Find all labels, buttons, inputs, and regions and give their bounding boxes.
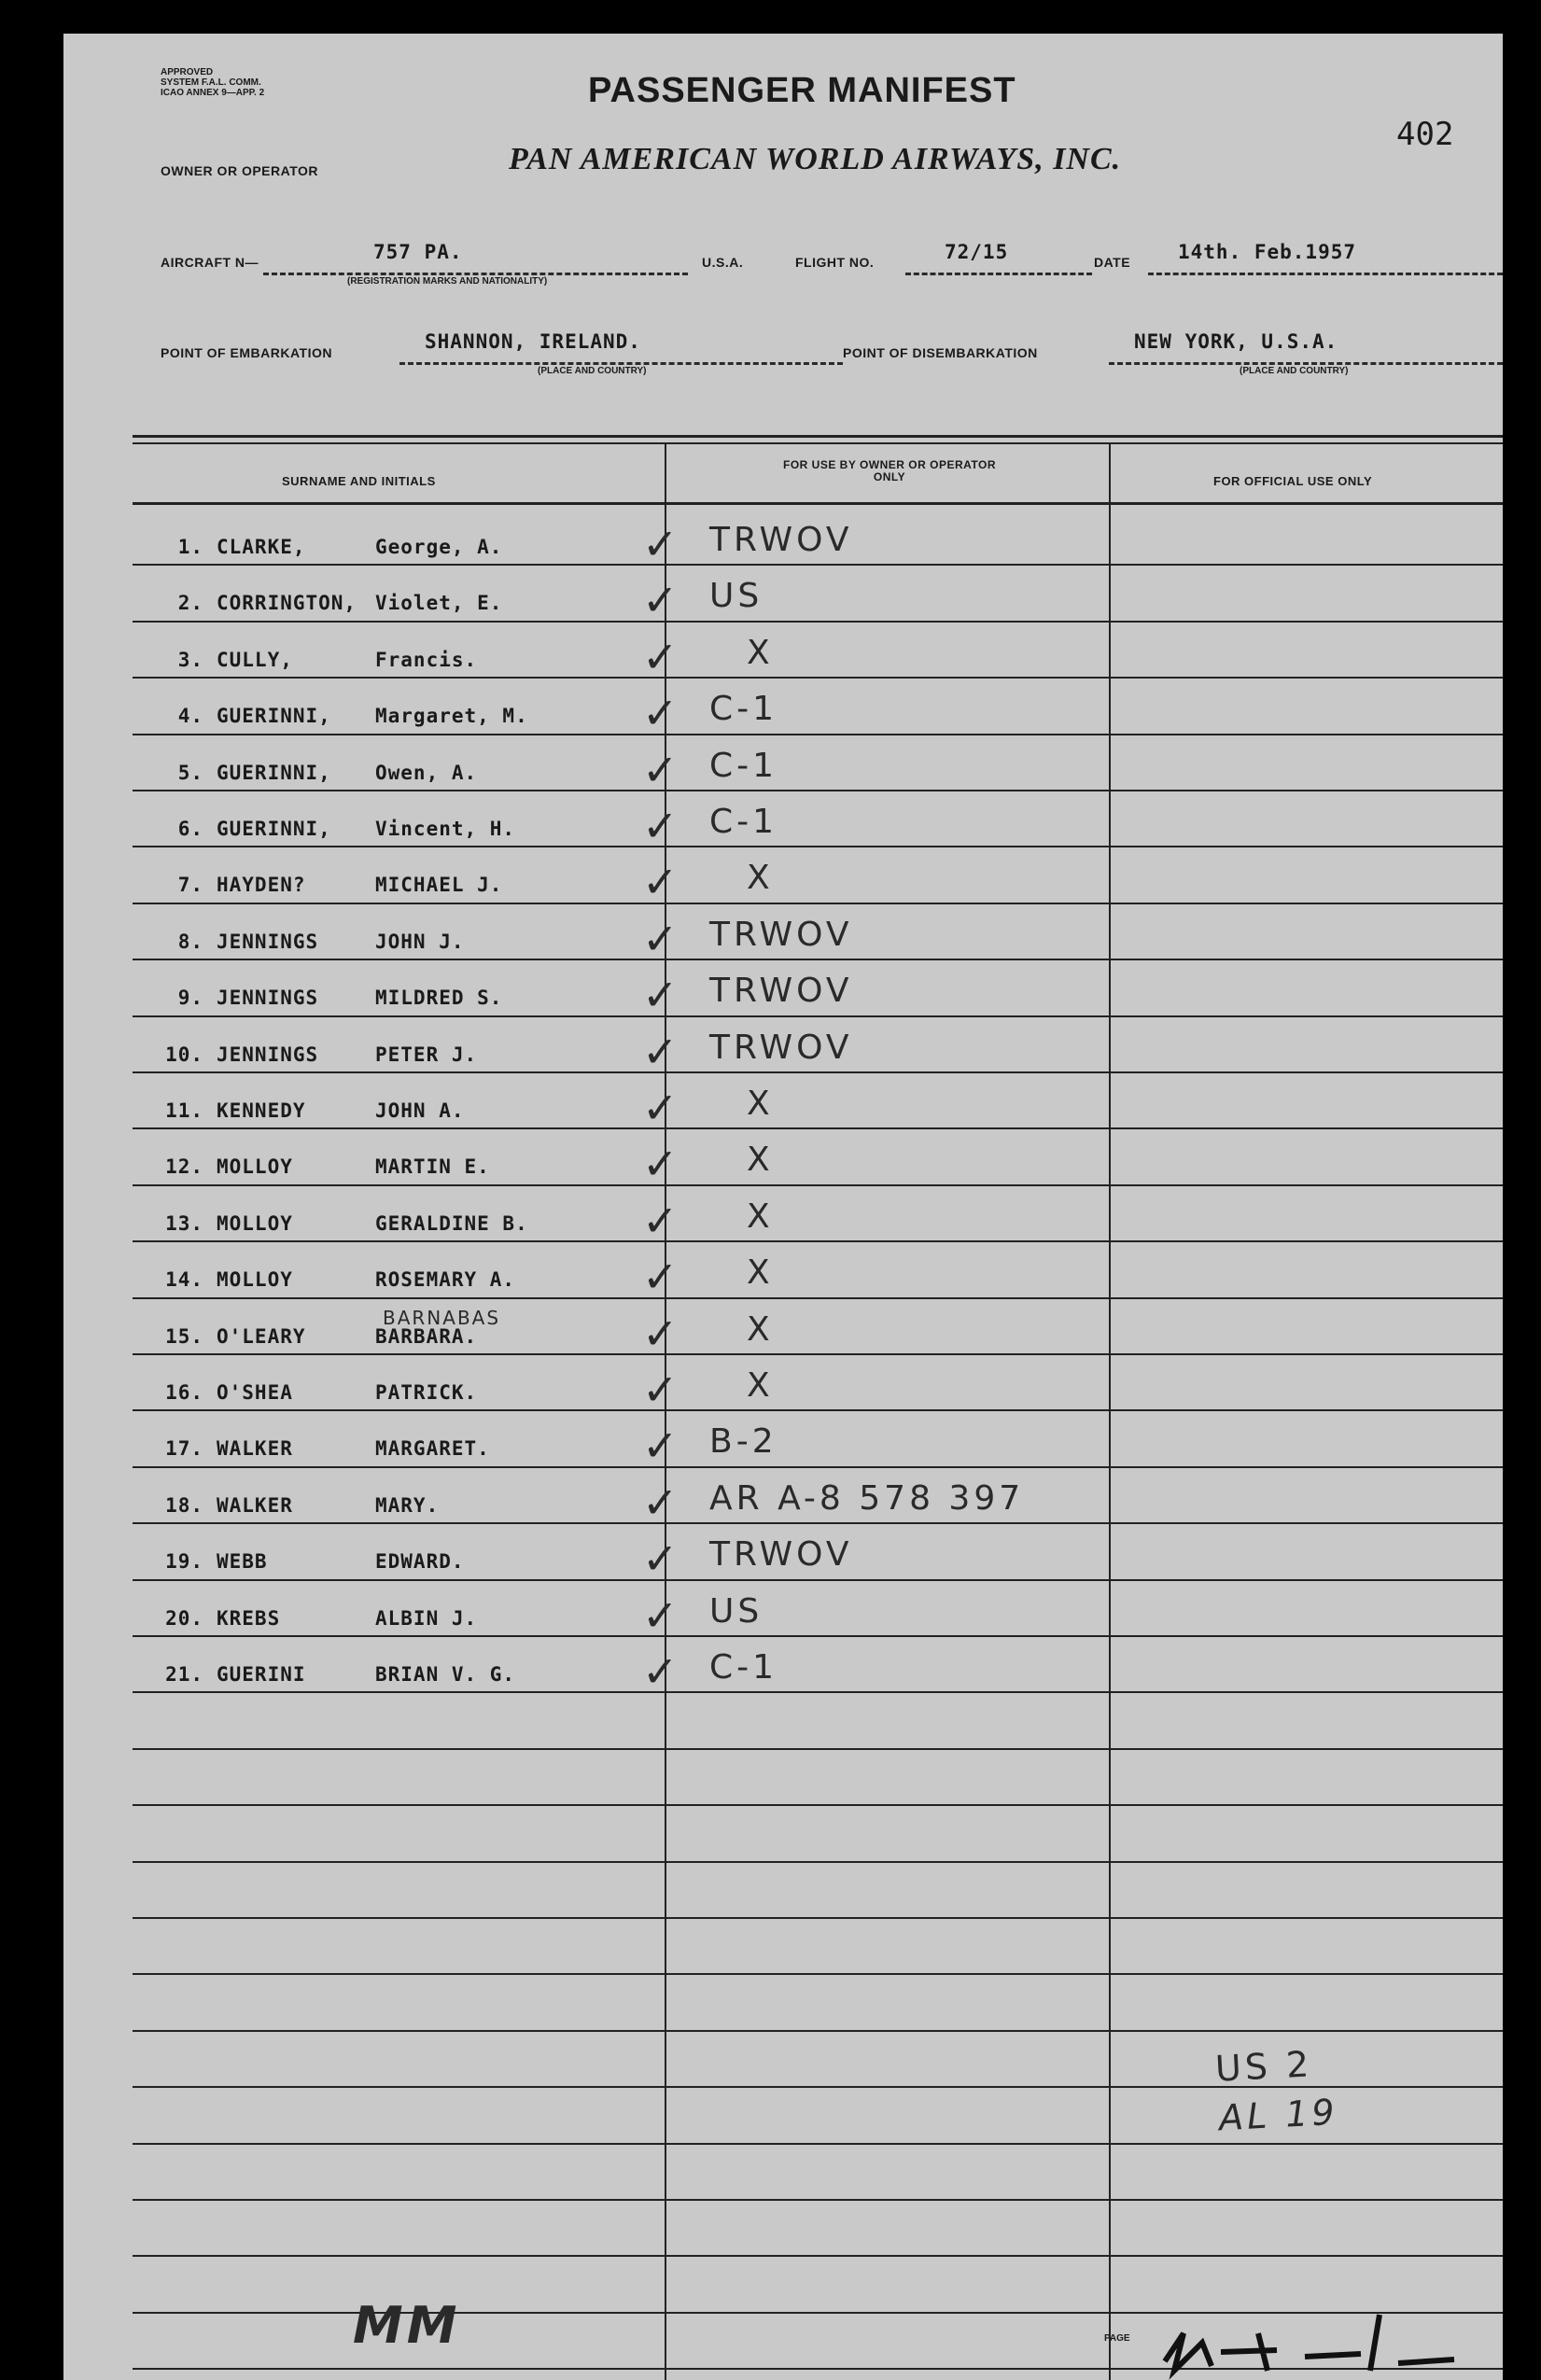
check-mark: ✓ (642, 632, 682, 682)
table-row-rule (133, 1240, 1503, 1242)
passenger-given-names: Francis. (375, 649, 478, 671)
passenger-surname: JENNINGS (217, 987, 319, 1009)
page-number: 402 (1396, 116, 1454, 153)
passenger-surname: CULLY, (217, 649, 293, 671)
passenger-given-names: Vincent, H. (375, 818, 516, 840)
table-header-rule (133, 502, 1503, 505)
passenger-given-names: George, A. (375, 536, 503, 558)
disembarkation-underline (1109, 362, 1503, 365)
owner-mark: X (747, 634, 774, 672)
disembarkation-sublabel: (PLACE AND COUNTRY) (1240, 366, 1349, 376)
check-mark: ✓ (642, 1196, 682, 1246)
row-number: 2. (177, 592, 203, 614)
table-row-rule (133, 1466, 1503, 1468)
table-row-rule (133, 1015, 1503, 1017)
check-mark: ✓ (642, 1083, 682, 1133)
column-header-surname: SURNAME AND INITIALS (282, 474, 436, 488)
owner-mark: TRWOV (709, 916, 853, 954)
table-row-rule (133, 1353, 1503, 1355)
owner-mark: TRWOV (709, 972, 853, 1010)
disembarkation-value: NEW YORK, U.S.A. (1134, 330, 1338, 353)
passenger-surname: WALKER (217, 1437, 293, 1460)
row-number: 8. (177, 931, 203, 953)
owner-mark: X (747, 1197, 774, 1236)
table-row-rule (133, 1522, 1503, 1524)
embarkation-label: POINT OF EMBARKATION (161, 345, 332, 360)
row-number: 1. (177, 536, 203, 558)
table-row-rule (133, 903, 1503, 904)
check-mark: ✓ (642, 575, 682, 625)
owner-mark: C-1 (709, 747, 778, 785)
passenger-surname: CORRINGTON, (217, 592, 357, 614)
passenger-given-names: PATRICK. (375, 1381, 478, 1404)
passenger-surname: HAYDEN? (217, 874, 306, 896)
owner-mark: US (709, 1592, 763, 1631)
owner-mark: X (747, 1085, 774, 1123)
table-row-rule (133, 959, 1503, 960)
owner-mark: B-2 (709, 1422, 778, 1461)
row-number: 15. (165, 1325, 203, 1348)
table-row-rule (133, 621, 1503, 623)
table-row-rule (133, 1917, 1503, 1919)
passenger-surname: KENNEDY (217, 1099, 306, 1122)
passenger-surname: GUERINNI, (217, 762, 331, 784)
embarkation-underline (399, 362, 843, 365)
passenger-surname: JENNINGS (217, 1043, 319, 1066)
passenger-given-names: Owen, A. (375, 762, 478, 784)
row-number: 10. (165, 1043, 203, 1066)
row-number: 9. (177, 987, 203, 1009)
table-row-rule (133, 1071, 1503, 1073)
table-row-rule (133, 1691, 1503, 1693)
passenger-given-names: MARGARET. (375, 1437, 490, 1460)
table-row-rule (133, 2199, 1503, 2201)
passenger-given-names: ALBIN J. (375, 1607, 478, 1630)
passenger-given-names: GERALDINE B. (375, 1212, 528, 1235)
embarkation-sublabel: (PLACE AND COUNTRY) (538, 366, 647, 376)
table-row-rule (133, 1127, 1503, 1129)
passenger-given-names: MARY. (375, 1494, 440, 1517)
passenger-surname: MOLLOY (217, 1155, 293, 1178)
approval-stamp (161, 67, 264, 98)
footer-initials: MM (353, 2296, 461, 2355)
date-underline (1148, 273, 1503, 275)
passenger-surname: JENNINGS (217, 931, 319, 953)
row-number: 11. (165, 1099, 203, 1122)
passenger-given-names: Margaret, M. (375, 705, 528, 727)
row-number: 3. (177, 649, 203, 671)
passenger-surname: CLARKE, (217, 536, 306, 558)
check-mark: ✓ (642, 1646, 682, 1697)
owner-label: OWNER OR OPERATOR (161, 163, 318, 178)
operator-name: PAN AMERICAN WORLD AIRWAYS, INC. (509, 142, 1122, 176)
owner-mark: TRWOV (709, 521, 853, 559)
flight-number: 72/15 (945, 241, 1009, 263)
row-number: 16. (165, 1381, 203, 1404)
check-mark: ✓ (642, 801, 682, 851)
passenger-surname: GUERINNI, (217, 818, 331, 840)
tally-us: US 2 (1213, 2043, 1314, 2090)
passenger-given-names: EDWARD. (375, 1550, 465, 1573)
passenger-given-names: JOHN A. (375, 1099, 465, 1122)
aircraft-country: U.S.A. (702, 255, 744, 270)
row-number: 17. (165, 1437, 203, 1460)
flight-label: FLIGHT NO. (795, 255, 875, 270)
page-title: PASSENGER MANIFEST (588, 71, 1016, 110)
owner-mark: X (747, 1310, 774, 1349)
owner-mark: X (747, 859, 774, 897)
passenger-given-names: BRIAN V. G. (375, 1663, 516, 1686)
aircraft-label: AIRCRAFT N— (161, 255, 259, 270)
check-mark: ✓ (642, 1139, 682, 1189)
row-number: 12. (165, 1155, 203, 1178)
flight-underline (905, 273, 1092, 275)
table-row-rule (133, 2255, 1503, 2257)
owner-mark: X (747, 1141, 774, 1179)
table-row-rule (133, 734, 1503, 735)
row-number: 6. (177, 818, 203, 840)
approval-line-2: SYSTEM F.A.L. COMM. (161, 77, 261, 88)
check-mark: ✓ (642, 1027, 682, 1077)
footer-page-label: PAGE (1104, 2333, 1130, 2344)
table-row-rule (133, 1579, 1503, 1581)
passenger-given-names: Violet, E. (375, 592, 503, 614)
passenger-given-names: ROSEMARY A. (375, 1268, 516, 1291)
passenger-surname: MOLLOY (217, 1212, 293, 1235)
owner-mark: TRWOV (709, 1535, 853, 1574)
row-number: 21. (165, 1663, 203, 1686)
row-number: 18. (165, 1494, 203, 1517)
passenger-surname: WEBB (217, 1550, 268, 1573)
aircraft-underline (263, 273, 688, 275)
passenger-given-names: BARBARA. (375, 1325, 478, 1348)
passenger-given-names: PETER J. (375, 1043, 478, 1066)
check-mark: ✓ (642, 1477, 682, 1528)
approval-line-3: ICAO ANNEX 9—APP. 2 (161, 88, 265, 98)
table-row-rule (133, 790, 1503, 791)
passenger-name-annotation: BARNABAS (383, 1307, 501, 1329)
table-row-rule (133, 1635, 1503, 1637)
row-number: 19. (165, 1550, 203, 1573)
table-row-rule (133, 1973, 1503, 1975)
table-row-rule (133, 846, 1503, 847)
row-number: 20. (165, 1607, 203, 1630)
owner-mark: US (709, 577, 763, 615)
row-number: 14. (165, 1268, 203, 1291)
passenger-given-names: MILDRED S. (375, 987, 503, 1009)
check-mark: ✓ (642, 1590, 682, 1641)
row-number: 4. (177, 705, 203, 727)
check-mark: ✓ (642, 745, 682, 795)
date-label: DATE (1094, 255, 1131, 270)
row-number: 7. (177, 874, 203, 896)
row-number: 13. (165, 1212, 203, 1235)
disembarkation-label: POINT OF DISEMBARKATION (843, 345, 1038, 360)
table-row-rule (133, 2030, 1503, 2032)
passenger-surname: GUERINNI, (217, 705, 331, 727)
passenger-surname: GUERINI (217, 1663, 306, 1686)
table-row-rule (133, 1804, 1503, 1806)
check-mark: ✓ (642, 914, 682, 964)
table-row-rule (133, 2086, 1503, 2088)
owner-mark: X (747, 1366, 774, 1405)
owner-mark: TRWOV (709, 1029, 853, 1067)
approval-line-1: APPROVED (161, 67, 214, 77)
embarkation-value: SHANNON, IRELAND. (425, 330, 641, 353)
passenger-surname: O'SHEA (217, 1381, 293, 1404)
owner-mark: C-1 (709, 803, 778, 841)
aircraft-registration: 757 PA. (373, 241, 463, 263)
check-mark: ✓ (642, 1309, 682, 1359)
table-row-rule (133, 564, 1503, 566)
column-header-official-use: FOR OFFICIAL USE ONLY (1213, 474, 1373, 488)
table-row-rule (133, 677, 1503, 679)
passenger-given-names: MARTIN E. (375, 1155, 490, 1178)
check-mark: ✓ (642, 1421, 682, 1471)
passenger-surname: WALKER (217, 1494, 293, 1517)
table-row-rule (133, 2143, 1503, 2145)
passenger-surname: O'LEARY (217, 1325, 306, 1348)
owner-mark: C-1 (709, 690, 778, 728)
check-mark: ✓ (642, 970, 682, 1020)
table-top-rule (133, 435, 1503, 438)
owner-mark: C-1 (709, 1648, 778, 1687)
row-number: 5. (177, 762, 203, 784)
owner-mark: X (747, 1253, 774, 1292)
passenger-given-names: JOHN J. (375, 931, 465, 953)
check-mark: ✓ (642, 1365, 682, 1415)
owner-mark: AR A-8 578 397 (709, 1479, 1025, 1518)
table-row-rule (133, 1184, 1503, 1186)
check-mark: ✓ (642, 1252, 682, 1302)
table-row-rule (133, 1297, 1503, 1299)
passenger-surname: MOLLOY (217, 1268, 293, 1291)
table-row-rule (133, 1409, 1503, 1411)
check-mark: ✓ (642, 688, 682, 738)
check-mark: ✓ (642, 519, 682, 569)
aircraft-sublabel: (REGISTRATION MARKS AND NATIONALITY) (347, 276, 548, 287)
footer-signature (1146, 2277, 1501, 2380)
table-row-rule (133, 1748, 1503, 1750)
table-row-rule (133, 1861, 1503, 1863)
tally-al: AL 19 (1217, 2091, 1339, 2139)
column-header-owner-use: FOR USE BY OWNER OR OPERATOR ONLY (782, 458, 997, 483)
manifest-paper (63, 34, 1503, 2380)
flight-date: 14th. Feb.1957 (1178, 241, 1357, 263)
check-mark: ✓ (642, 857, 682, 907)
table-top-rule-2 (133, 442, 1503, 444)
passenger-surname: KREBS (217, 1607, 281, 1630)
check-mark: ✓ (642, 1533, 682, 1584)
passenger-given-names: MICHAEL J. (375, 874, 503, 896)
